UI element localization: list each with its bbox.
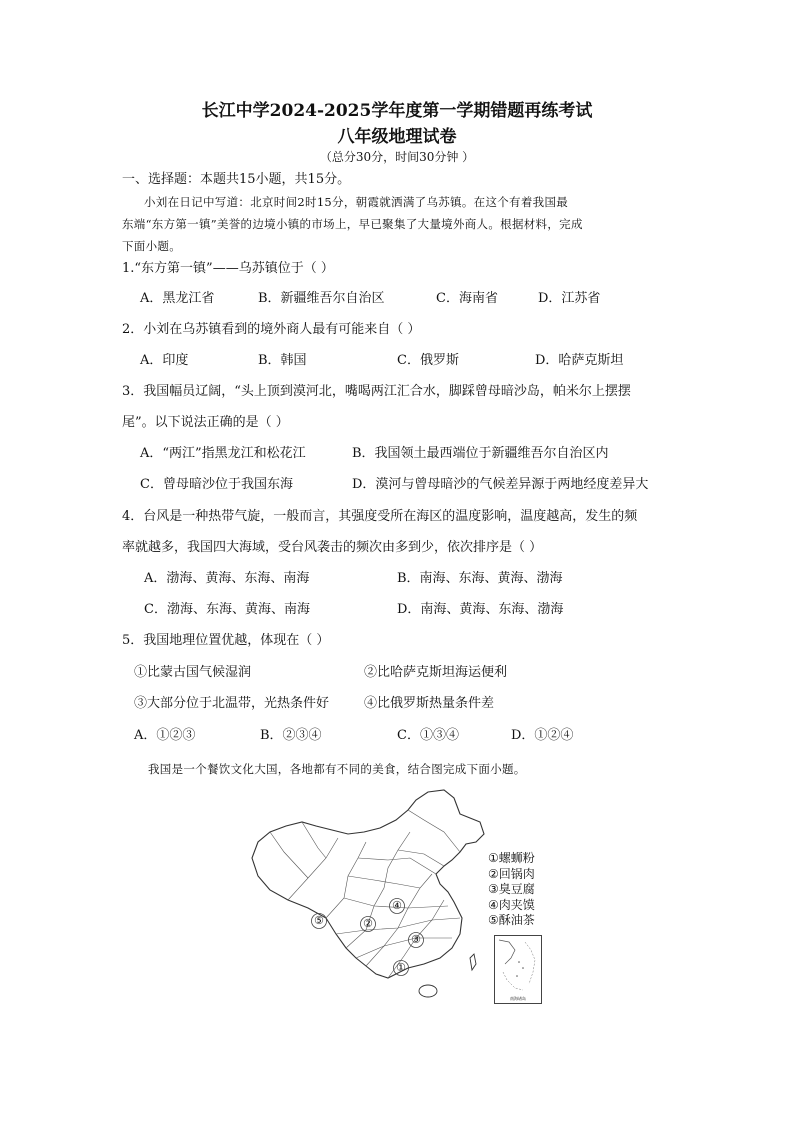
map-marker-1: ① <box>396 961 406 974</box>
section-heading: 一、选择题：本题共15小题，共15分。 <box>122 172 351 187</box>
q5-stem: 5．我国地理位置优越，体现在（ ） <box>122 633 330 648</box>
q4-stem-line-1: 4．台风是一种热带气旋，一般而言，其强度受所在海区的温度影响，温度越高，发生的频 <box>122 509 638 524</box>
legend-item-3: ③臭豆腐 <box>488 882 535 896</box>
inset-map <box>495 936 541 994</box>
exam-info: （总分30分，时间30分钟 ） <box>319 150 475 164</box>
q3-option-d: D．漠河与曾母暗沙的气候差异源于两地经度差异大 <box>352 477 649 492</box>
map-marker-4: ④ <box>392 899 402 912</box>
q5-option-b: B．②③④ <box>260 728 322 743</box>
q1-option-b: B．新疆维吾尔自治区 <box>258 291 385 306</box>
map-legend <box>488 851 535 929</box>
legend-item-1: ①螺蛳粉 <box>488 851 535 865</box>
q3-option-b: B．我国领土最西端位于新疆维吾尔自治区内 <box>352 446 609 461</box>
q5-statement-3: ③大部分位于北温带，光热条件好 <box>134 696 330 711</box>
legend-item-2: ②回锅肉 <box>488 866 535 881</box>
inset-label: 南海诸岛 <box>510 996 526 1001</box>
q2-option-c: C．俄罗斯 <box>397 353 459 368</box>
legend-item-4: ④肉夹馍 <box>488 897 535 912</box>
map-marker-2: ② <box>363 917 373 930</box>
intro-line-1: 小刘在日记中写道：北京时间2时15分，朝霞就洒满了乌苏镇。在这个有着我国最 <box>144 195 569 209</box>
q5-statement-2: ②比哈萨克斯坦海运便利 <box>364 665 508 680</box>
map-marker-5: ⑤ <box>314 914 324 927</box>
q4-option-a: A．渤海、黄海、东海、南海 <box>144 571 310 586</box>
south-china-sea-inset <box>494 935 542 1004</box>
hainan-island <box>419 985 437 997</box>
q3-stem-line-2: 尾”。以下说法正确的是（ ） <box>122 415 289 430</box>
q3-option-c: C．曾母暗沙位于我国东海 <box>140 477 293 492</box>
q4-option-d: D．南海、黄海、东海、渤海 <box>397 602 564 617</box>
q3-stem-line-1: 3．我国幅员辽阔，“头上顶到漠河北，嘴喝两江汇合水，脚踩曾母暗沙岛，帕米尔上摆摆 <box>122 384 631 399</box>
q2-option-b: B．韩国 <box>258 353 307 368</box>
exam-subtitle: 八年级地理试卷 <box>337 127 457 147</box>
q2-option-d: D．哈萨克斯坦 <box>535 353 624 368</box>
q3-option-a: A．“两江”指黑龙江和松花江 <box>140 446 306 461</box>
food-intro: 我国是一个餐饮文化大国，各地都有不同的美食，结合图完成下面小题。 <box>148 762 526 776</box>
q1-option-c: C．海南省 <box>436 291 498 306</box>
q2-stem: 2．小刘在乌苏镇看到的境外商人最有可能来自（ ） <box>122 322 421 337</box>
q5-option-a: A．①②③ <box>134 728 196 743</box>
intro-line-2: 东端“东方第一镇”美誉的边境小镇的市场上，早已聚集了大量境外商人。根据材料，完成 <box>122 217 583 231</box>
q5-statement-1: ①比蒙古国气候湿润 <box>134 665 252 680</box>
legend-item-5: ⑤酥油茶 <box>488 913 535 927</box>
china-outline <box>252 790 484 978</box>
intro-line-3: 下面小题。 <box>122 239 181 253</box>
q5-option-d: D．①②④ <box>511 728 574 743</box>
q1-option-d: D．江苏省 <box>538 291 601 306</box>
q4-stem-line-2: 率就越多，我国四大海域，受台风袭击的频次由多到少，依次排序是（ ） <box>122 540 543 555</box>
taiwan-island <box>470 954 476 970</box>
q1-option-a: A．黑龙江省 <box>140 291 215 306</box>
q2-option-a: A．印度 <box>140 353 189 368</box>
q5-option-c: C．①③④ <box>397 728 459 743</box>
q4-option-b: B．南海、东海、黄海、渤海 <box>397 571 563 586</box>
q5-statement-4: ④比俄罗斯热量条件差 <box>364 696 495 711</box>
exam-title: 长江中学2024-2025学年度第一学期错题再练考试 <box>201 101 593 121</box>
q1-stem: 1.“东方第一镇”——乌苏镇位于（ ） <box>122 261 334 276</box>
map-marker-3: ③ <box>411 933 421 946</box>
q4-option-c: C．渤海、东海、黄海、南海 <box>144 602 310 617</box>
